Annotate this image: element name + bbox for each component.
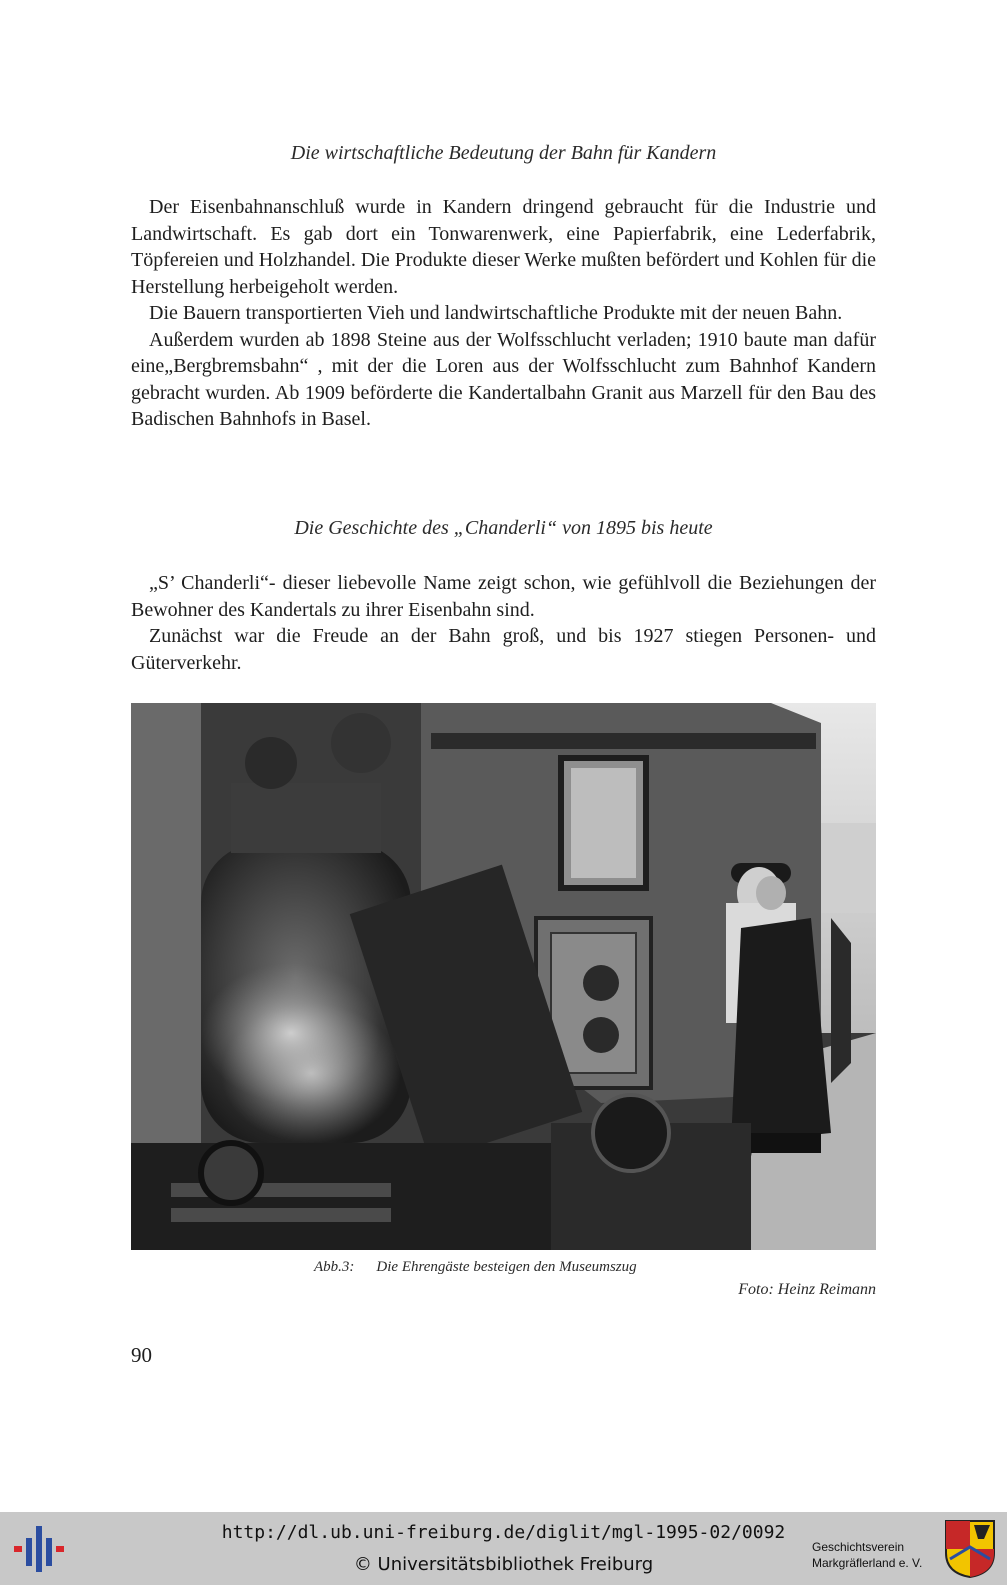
page-number: 90 xyxy=(131,1343,152,1367)
photo-illustration xyxy=(131,703,876,1250)
coat-of-arms-icon[interactable] xyxy=(944,1519,996,1579)
figure-caption-text: Die Ehrengäste besteigen den Museumszug xyxy=(376,1259,637,1275)
figure-label: Abb.3: xyxy=(314,1259,355,1275)
paragraph: Der Eisenbahnanschluß wurde in Kandern dringend gebraucht für die Industrie und Landwirtschaft. Es gab dort ein Tonwarenwerk, eine Papierfabrik, eine Lederfabrik, Töpfereien und Holzhandel. Die Produkte dieser Werke mußten befördert und Kohlen für die Herstellung herbeigeholt werden. xyxy=(131,196,876,298)
paragraph: Außerdem wurden ab 1898 Steine aus der Wolfsschlucht verladen; 1910 baute man dafür eine„Bergbremsbahn“ , mit der die Loren aus der Wolfsschlucht zum Bahnhof Kandern gebracht wurden. Ab 1909 beförderte die Kandertalbahn Granit aus Marzell für den Bau des Badischen Bahnhofs in Basel. xyxy=(131,328,876,430)
paragraph: Zunächst war die Freude an der Bahn groß, und bis 1927 stiegen Personen- und Güterverkehr. xyxy=(131,625,876,674)
copyright-notice: © Universitätsbibliothek Freiburg xyxy=(353,1554,654,1575)
permalink-url[interactable]: http://dl.ub.uni-freiburg.de/diglit/mgl-1995-02/0092 xyxy=(221,1522,786,1543)
figure-caption xyxy=(314,1259,637,1276)
section-body-economic xyxy=(131,194,876,433)
paragraph: „S’ Chanderli“- dieser liebevolle Name zeigt schon, wie gefühlvoll die Beziehungen der Bewohner des Kandertals zu ihrer Eisenbahn sind. xyxy=(131,572,876,621)
photo-credit: Foto: Heinz Reimann xyxy=(738,1281,876,1298)
museum-train-photo xyxy=(131,703,876,1250)
section-heading-history: Die Geschichte des „Chanderli“ von 1895 bis heute xyxy=(294,517,713,539)
society-name xyxy=(812,1539,922,1571)
society-name-line1: Geschichtsverein xyxy=(812,1540,905,1554)
society-name-line2: Markgräflerland e. V. xyxy=(812,1556,923,1570)
paragraph: Die Bauern transportierten Vieh und landwirtschaftliche Produkte mit der neuen Bahn. xyxy=(149,302,843,324)
library-footer xyxy=(0,1512,1007,1585)
section-heading-economic: Die wirtschaftliche Bedeutung der Bahn für Kandern xyxy=(290,142,717,164)
section-body-history xyxy=(131,570,876,676)
